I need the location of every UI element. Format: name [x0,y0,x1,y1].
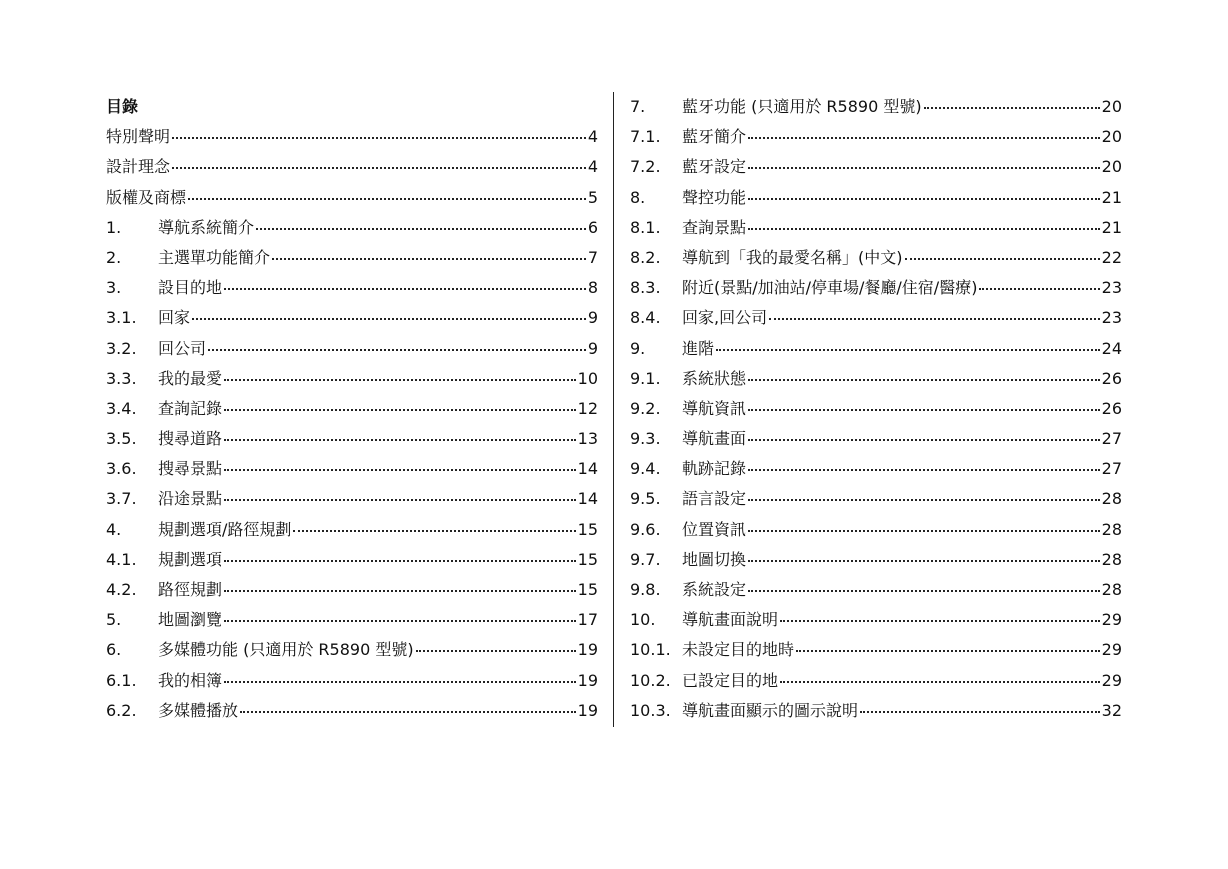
toc-leader-dots [716,347,1100,351]
toc-leader-dots [748,196,1100,200]
toc-entry-page: 14 [577,489,598,509]
toc-entry-title: 導航資訊 [682,398,747,418]
toc-entry[interactable] [106,243,598,273]
toc-entry-number: 2. [106,247,122,267]
toc-entry-number: 3.4. [106,398,137,418]
toc-right-column [630,92,1122,726]
toc-entry-page: 17 [577,610,598,630]
toc-entry-title: 聲控功能 [682,187,747,207]
toc-entry-title: 主選單功能簡介 [158,247,271,267]
toc-entry-number: 3.6. [106,459,137,479]
toc-entry-number: 10.3. [630,700,671,720]
toc-leader-dots [224,588,576,592]
toc-entry-number: 3. [106,278,122,298]
toc-entry-title: 附近(景點/加油站/停車場/餐廳/住宿/醫療) [682,278,978,298]
toc-leader-dots [208,347,586,351]
toc-entry-page: 20 [1101,157,1122,177]
toc-entry-title: 導航到「我的最愛名稱」(中文) [682,247,903,267]
toc-entry[interactable] [106,635,598,665]
toc-entry-title: 藍牙設定 [682,157,747,177]
toc-entry-page: 32 [1101,700,1122,720]
toc-entry-title: 系統狀態 [682,368,747,388]
toc-entry-page: 28 [1101,519,1122,539]
toc-entry-page: 7 [587,247,598,267]
toc-entry-title: 導航畫面說明 [682,610,779,630]
toc-entry[interactable] [630,213,1122,243]
toc-entry-page: 9 [587,308,598,328]
toc-entry[interactable] [106,454,598,484]
toc-entry-title: 查詢記錄 [158,398,223,418]
toc-entry-number: 8. [630,187,646,207]
toc-leader-dots [416,648,576,652]
toc-entry-title: 規劃選項/路徑規劃 [158,519,292,539]
toc-leader-dots [172,135,586,139]
toc-entry-title: 查詢景點 [682,217,747,237]
toc-leader-dots [224,377,576,381]
toc-entry-page: 9 [587,338,598,358]
toc-entry-number: 1. [106,217,122,237]
toc-entry-page: 20 [1101,97,1122,116]
toc-entry-number: 10. [630,610,656,630]
toc-entry-title: 語言設定 [682,489,747,509]
toc-entry-number: 3.1. [106,308,137,328]
toc-entry-title: 路徑規劃 [158,580,223,599]
toc-entry[interactable] [630,243,1122,273]
toc-entry[interactable] [630,454,1122,484]
toc-entry[interactable] [630,303,1122,333]
toc-entry-number: 3.2. [106,338,137,358]
toc-leader-dots [780,679,1100,683]
toc-entry-page: 10 [577,368,598,388]
toc-entry-number: 3.7. [106,489,137,509]
toc-entry-page: 14 [577,459,598,479]
toc-leader-dots [256,226,586,230]
toc-entry-title: 多媒體功能 (只適用於 R5890 型號) [158,640,414,660]
toc-entry-page: 29 [1101,610,1122,630]
toc-entry-number: 3.5. [106,429,137,449]
toc-entry[interactable] [106,334,598,364]
toc-entry-page: 15 [577,549,598,569]
toc-entry-number: 8.2. [630,247,661,267]
toc-entry-page: 29 [1101,640,1122,660]
toc-entry-number: 4. [106,519,122,539]
toc-leader-dots [224,618,576,622]
toc-entry-title: 版權及商標 [106,187,187,207]
toc-entry-page: 23 [1101,278,1122,298]
toc-entry-number: 4.1. [106,549,137,569]
toc-entry-number: 10.2. [630,670,671,690]
toc-leader-dots [748,135,1100,139]
toc-entry[interactable] [106,575,598,605]
toc-entry-page: 27 [1101,429,1122,449]
toc-leader-dots [224,467,576,471]
toc-leader-dots [224,286,586,290]
toc-entry-number: 9.3. [630,429,661,449]
toc-entry-page: 28 [1101,489,1122,509]
toc-leader-dots [905,256,1100,260]
toc-entry-page: 13 [577,429,598,449]
toc-entry[interactable] [630,92,1122,122]
toc-entry-title: 我的相簿 [158,670,223,690]
toc-entry-title: 特別聲明 [106,127,171,147]
toc-entry-page: 23 [1101,308,1122,328]
toc-entry-number: 9.4. [630,459,661,479]
toc-entry-title: 沿途景點 [158,489,223,509]
toc-entry-page: 19 [577,700,598,720]
toc-entry-title: 搜尋景點 [158,459,223,479]
toc-leader-dots [748,497,1100,501]
toc-entry[interactable] [630,273,1122,303]
toc-leader-dots [748,226,1100,230]
toc-entry[interactable] [106,394,598,424]
toc-entry-number: 6. [106,640,122,660]
toc-entry-page: 4 [587,157,598,177]
toc-entry-title: 回家,回公司 [682,308,768,328]
toc-entry-page: 26 [1101,368,1122,388]
toc-entry-title: 規劃選項 [158,549,223,569]
toc-entry-number: 8.1. [630,217,661,237]
toc-entry-number: 6.2. [106,700,137,720]
toc-entry[interactable] [106,605,598,635]
toc-entry-number: 9.1. [630,368,661,388]
toc-entry[interactable] [106,122,598,152]
toc-entry[interactable] [630,152,1122,182]
toc-entry[interactable] [630,635,1122,665]
toc-entry-number: 4.2. [106,580,137,599]
toc-leader-dots [748,558,1100,562]
toc-entry[interactable] [106,545,598,575]
toc-entry-title: 我的最愛 [158,368,223,388]
toc-entry-title: 地圖瀏覽 [158,610,223,630]
toc-entry[interactable] [630,394,1122,424]
toc-entry-title: 設目的地 [158,278,223,298]
toc-entry-title: 系統設定 [682,580,747,599]
toc-entry-number: 9.2. [630,398,661,418]
toc-entry[interactable] [106,213,598,243]
toc-entry-number: 7.2. [630,157,661,177]
toc-entry-page: 8 [587,278,598,298]
toc-leader-dots [272,256,586,260]
toc-entry[interactable] [630,575,1122,605]
toc-leader-dots [192,316,586,320]
toc-entry-page: 22 [1101,247,1122,267]
toc-entry-number: 9. [630,338,646,358]
toc-entry[interactable] [630,484,1122,514]
toc-entry[interactable] [630,515,1122,545]
toc-entry-number: 10.1. [630,640,671,660]
toc-leader-dots [860,709,1100,713]
toc-entry-page: 12 [577,398,598,418]
toc-entry-page: 29 [1101,670,1122,690]
toc-entry-page: 19 [577,640,598,660]
toc-entry-number: 9.5. [630,489,661,509]
toc-leader-dots [780,618,1100,622]
toc-leader-dots [172,165,586,169]
toc-entry-title: 已設定目的地 [682,670,779,690]
toc-leader-dots [224,407,576,411]
toc-entry-number: 5. [106,610,122,630]
toc-entry[interactable] [630,334,1122,364]
toc-leader-dots [748,467,1100,471]
toc-entry-title: 進階 [682,338,715,358]
toc-leader-dots [748,528,1100,532]
toc-leader-dots [188,196,586,200]
toc-entry[interactable] [106,364,598,394]
toc-entry-number: 3.3. [106,368,137,388]
toc-leader-dots [748,165,1100,169]
toc-entry-page: 27 [1101,459,1122,479]
toc-entry[interactable] [630,183,1122,213]
toc-leader-dots [748,377,1100,381]
toc-entry-number: 9.6. [630,519,661,539]
toc-leader-dots [224,679,576,683]
toc-entry-title: 未設定目的地時 [682,640,795,660]
toc-leader-dots [224,558,576,562]
toc-entry[interactable] [630,364,1122,394]
toc-entry-page: 20 [1101,127,1122,147]
toc-entry-title: 搜尋道路 [158,429,223,449]
toc-entry-title: 藍牙簡介 [682,127,747,147]
toc-entry-title: 多媒體播放 [158,700,239,720]
toc-entry-title: 位置資訊 [682,519,747,539]
toc-leader-dots [769,316,1100,320]
toc-entry-number: 7.1. [630,127,661,147]
toc-leader-dots [924,105,1100,109]
toc-leader-dots [748,588,1100,592]
toc-leader-dots [240,709,576,713]
toc-entry[interactable] [630,696,1122,726]
toc-entry-page: 21 [1101,217,1122,237]
toc-heading: 目錄 [106,97,139,116]
toc-entry[interactable] [106,515,598,545]
toc-entry-title: 回家 [158,308,191,328]
toc-leader-dots [224,437,576,441]
toc-entry[interactable] [630,122,1122,152]
toc-entry-title: 藍牙功能 (只適用於 R5890 型號) [682,97,922,116]
toc-leader-dots [748,437,1100,441]
toc-entry[interactable] [106,152,598,182]
column-divider [613,92,614,727]
toc-entry[interactable] [106,303,598,333]
toc-entry-page: 28 [1101,580,1122,599]
toc-entry-number: 8.3. [630,278,661,298]
toc-entry-title: 導航系統簡介 [158,217,255,237]
toc-entry[interactable] [630,605,1122,635]
toc-entry[interactable] [106,183,598,213]
toc-leader-dots [979,286,1099,290]
toc-entry[interactable] [106,666,598,696]
toc-entry-page: 19 [577,670,598,690]
toc-entry-number: 6.1. [106,670,137,690]
toc-leader-dots [748,407,1100,411]
toc-entry-title: 地圖切換 [682,549,747,569]
toc-entry-page: 21 [1101,187,1122,207]
toc-entry-page: 4 [587,127,598,147]
toc-entry-page: 28 [1101,549,1122,569]
toc-entry-title: 回公司 [158,338,207,358]
toc-leader-dots [796,648,1100,652]
toc-entry-title: 導航畫面 [682,429,747,449]
toc-entry-title: 導航畫面顯示的圖示說明 [682,700,859,720]
toc-entry[interactable] [106,273,598,303]
toc-entry-title: 軌跡記錄 [682,459,747,479]
toc-entry-page: 26 [1101,398,1122,418]
toc-entry-number: 9.8. [630,580,661,599]
toc-entry[interactable] [106,696,598,726]
toc-entry-title: 設計理念 [106,157,171,177]
toc-entry-page: 5 [587,187,598,207]
toc-entry[interactable] [106,484,598,514]
toc-entry[interactable] [106,424,598,454]
toc-entry-number: 9.7. [630,549,661,569]
toc-entry[interactable] [630,424,1122,454]
toc-leader-dots [293,528,575,532]
toc-entry-page: 15 [577,580,598,599]
toc-entry[interactable] [630,545,1122,575]
toc-entry[interactable] [630,666,1122,696]
toc-entry-number: 8.4. [630,308,661,328]
toc-entry-page: 6 [587,217,598,237]
toc-entry-page: 15 [577,519,598,539]
toc-left-column [106,92,598,726]
toc-leader-dots [224,497,576,501]
toc-entry-page: 24 [1101,338,1122,358]
toc-entry-number: 7. [630,97,646,116]
